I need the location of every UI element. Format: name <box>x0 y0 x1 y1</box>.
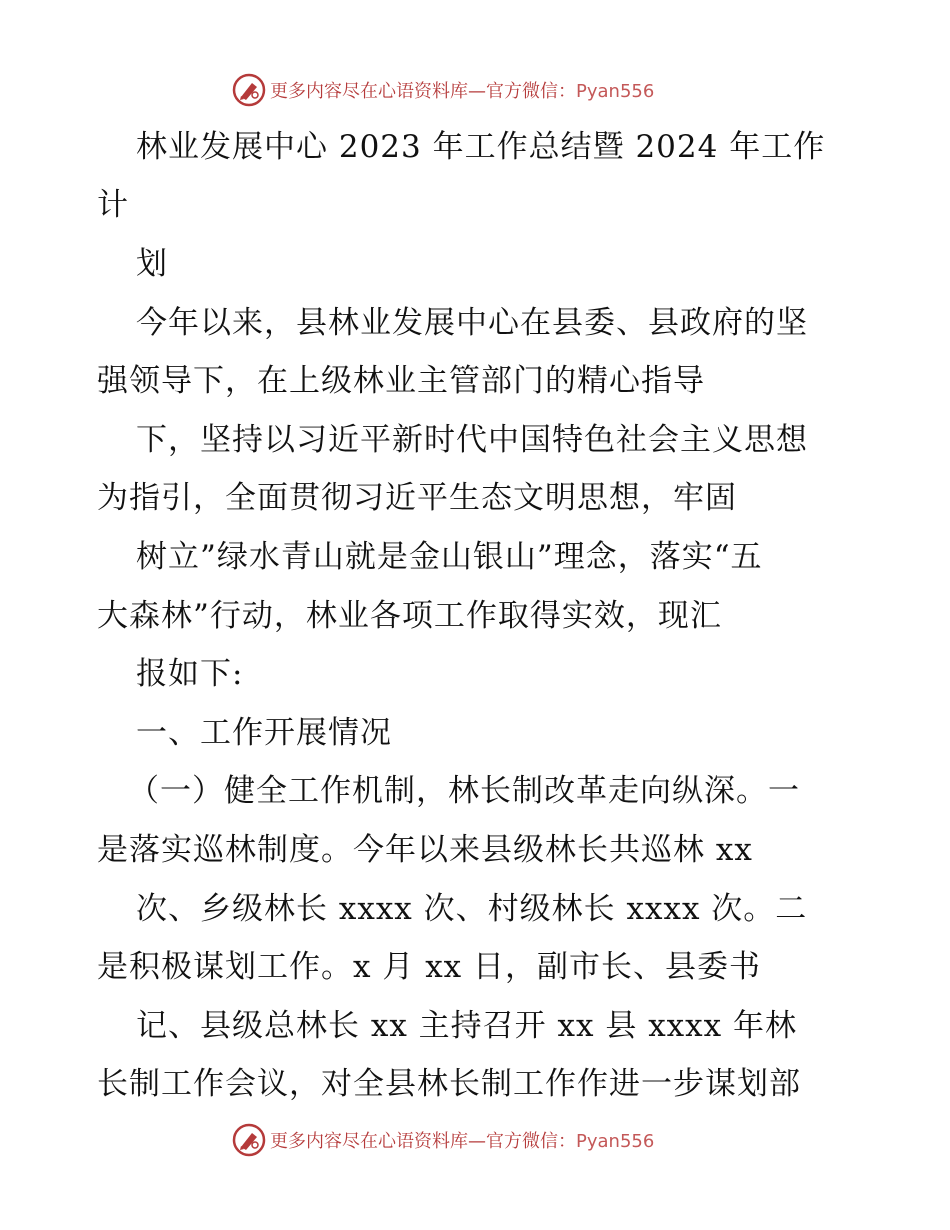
document-title-line-2: 计 <box>97 187 129 223</box>
body-line: 树立”绿水青山就是金山银山”理念，落实“五 <box>136 539 763 575</box>
document-title-line-1: 林业发展中心 2023 年工作总结暨 2024 年工作 <box>136 129 826 165</box>
body-line: 是积极谋划工作。x 月 xx 日，副市长、县委书 <box>97 949 762 985</box>
logo-icon <box>232 73 266 107</box>
body-line: 下，坚持以习近平新时代中国特色社会主义思想 <box>136 422 808 458</box>
watermark-text: 更多内容尽在心语资料库—官方微信： <box>270 81 576 102</box>
body-line: 长制工作会议，对全县林长制工作作进一步谋划部 <box>97 1066 801 1102</box>
watermark-wechat-id: Pyan556 <box>576 1131 655 1152</box>
watermark-text: 更多内容尽在心语资料库—官方微信： <box>270 1131 576 1152</box>
section-heading: 一、工作开展情况 <box>136 715 392 751</box>
body-line: 是落实巡林制度。今年以来县级林长共巡林 xx <box>97 832 753 868</box>
body-line: 报如下: <box>136 656 244 692</box>
body-line: 今年以来，县林业发展中心在县委、县政府的坚 <box>136 305 808 341</box>
logo-icon <box>232 1123 266 1157</box>
body-line: 大森林”行动，林业各项工作取得实效，现汇 <box>97 598 722 634</box>
watermark-footer <box>232 1123 654 1157</box>
subsection-heading: （一）健全工作机制，林长制改革走向纵深。一 <box>128 773 800 809</box>
body-line: 为指引，全面贯彻习近平生态文明思想，牢固 <box>97 480 737 516</box>
document-title-line-3: 划 <box>136 246 168 282</box>
body-line: 记、县级总林长 xx 主持召开 xx 县 xxxx 年林 <box>136 1008 797 1044</box>
watermark-wechat-id: Pyan556 <box>576 81 655 102</box>
watermark-header <box>232 73 654 107</box>
body-line: 强领导下，在上级林业主管部门的精心指导 <box>97 363 705 399</box>
body-line: 次、乡级林长 xxxx 次、村级林长 xxxx 次。二 <box>136 891 808 927</box>
